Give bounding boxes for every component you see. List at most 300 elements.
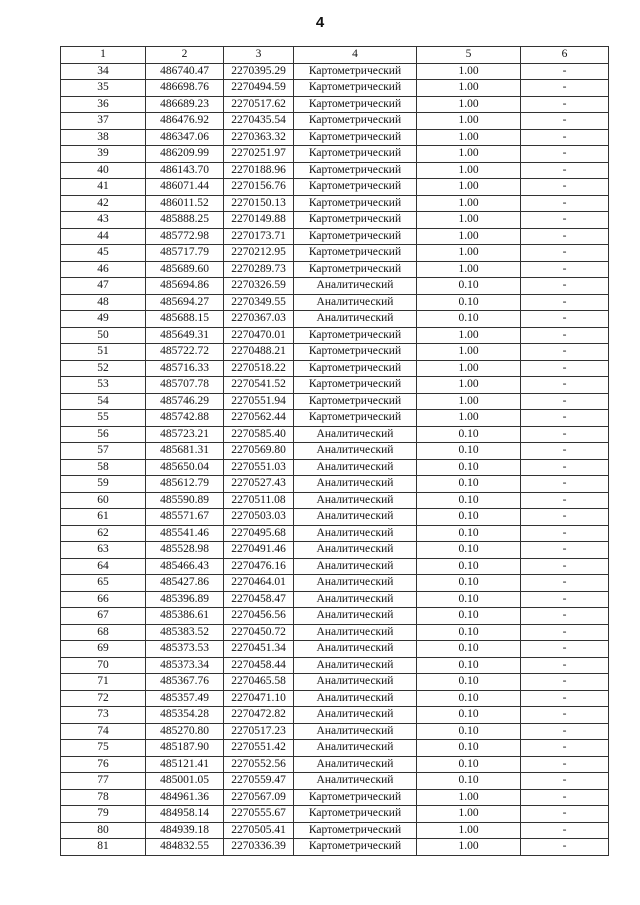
note-cell: - [521, 674, 609, 691]
method-cell: Аналитический [294, 674, 417, 691]
accuracy-cell: 1.00 [417, 245, 521, 262]
x-coordinate-cell: 485717.79 [146, 245, 224, 262]
method-cell: Аналитический [294, 278, 417, 295]
point-number-cell: 79 [61, 806, 146, 823]
x-coordinate-cell: 485373.53 [146, 641, 224, 658]
method-cell: Картометрический [294, 113, 417, 130]
point-number-cell: 60 [61, 492, 146, 509]
table-row [61, 245, 609, 262]
y-coordinate-cell: 2270458.47 [224, 591, 294, 608]
table-row [61, 278, 609, 295]
method-cell: Картометрический [294, 261, 417, 278]
point-number-cell: 37 [61, 113, 146, 130]
accuracy-cell: 0.10 [417, 509, 521, 526]
point-number-cell: 76 [61, 756, 146, 773]
note-cell: - [521, 641, 609, 658]
y-coordinate-cell: 2270173.71 [224, 228, 294, 245]
method-cell: Аналитический [294, 608, 417, 625]
point-number-cell: 54 [61, 393, 146, 410]
table-row [61, 806, 609, 823]
accuracy-cell: 0.10 [417, 542, 521, 559]
point-number-cell: 40 [61, 162, 146, 179]
note-cell: - [521, 410, 609, 427]
method-cell: Аналитический [294, 525, 417, 542]
point-number-cell: 57 [61, 443, 146, 460]
x-coordinate-cell: 485367.76 [146, 674, 224, 691]
y-coordinate-cell: 2270517.62 [224, 96, 294, 113]
note-cell: - [521, 525, 609, 542]
accuracy-cell: 0.10 [417, 690, 521, 707]
x-coordinate-cell: 485357.49 [146, 690, 224, 707]
method-cell: Аналитический [294, 773, 417, 790]
accuracy-cell: 0.10 [417, 575, 521, 592]
accuracy-cell: 1.00 [417, 806, 521, 823]
method-cell: Аналитический [294, 542, 417, 559]
table-header-row [61, 47, 609, 64]
x-coordinate-cell: 485270.80 [146, 723, 224, 740]
x-coordinate-cell: 486689.23 [146, 96, 224, 113]
table-row [61, 575, 609, 592]
x-coordinate-cell: 485742.88 [146, 410, 224, 427]
y-coordinate-cell: 2270156.76 [224, 179, 294, 196]
column-header: 3 [224, 47, 294, 64]
note-cell: - [521, 492, 609, 509]
y-coordinate-cell: 2270567.09 [224, 789, 294, 806]
note-cell: - [521, 377, 609, 394]
point-number-cell: 77 [61, 773, 146, 790]
point-number-cell: 67 [61, 608, 146, 625]
note-cell: - [521, 426, 609, 443]
accuracy-cell: 1.00 [417, 129, 521, 146]
point-number-cell: 49 [61, 311, 146, 328]
point-number-cell: 41 [61, 179, 146, 196]
point-number-cell: 61 [61, 509, 146, 526]
note-cell: - [521, 591, 609, 608]
note-cell: - [521, 723, 609, 740]
y-coordinate-cell: 2270188.96 [224, 162, 294, 179]
x-coordinate-cell: 485396.89 [146, 591, 224, 608]
method-cell: Аналитический [294, 707, 417, 724]
method-cell: Картометрический [294, 96, 417, 113]
accuracy-cell: 0.10 [417, 756, 521, 773]
note-cell: - [521, 278, 609, 295]
x-coordinate-cell: 485187.90 [146, 740, 224, 757]
table-row [61, 641, 609, 658]
point-number-cell: 38 [61, 129, 146, 146]
accuracy-cell: 0.10 [417, 558, 521, 575]
accuracy-cell: 0.10 [417, 294, 521, 311]
accuracy-cell: 1.00 [417, 96, 521, 113]
x-coordinate-cell: 485694.27 [146, 294, 224, 311]
method-cell: Аналитический [294, 756, 417, 773]
method-cell: Картометрический [294, 162, 417, 179]
table-row [61, 690, 609, 707]
note-cell: - [521, 344, 609, 361]
y-coordinate-cell: 2270336.39 [224, 839, 294, 856]
y-coordinate-cell: 2270472.82 [224, 707, 294, 724]
method-cell: Картометрический [294, 146, 417, 163]
y-coordinate-cell: 2270494.59 [224, 80, 294, 97]
y-coordinate-cell: 2270551.42 [224, 740, 294, 757]
x-coordinate-cell: 485466.43 [146, 558, 224, 575]
x-coordinate-cell: 485373.34 [146, 657, 224, 674]
method-cell: Аналитический [294, 723, 417, 740]
accuracy-cell: 0.10 [417, 426, 521, 443]
table-row [61, 360, 609, 377]
point-number-cell: 47 [61, 278, 146, 295]
column-header: 5 [417, 47, 521, 64]
note-cell: - [521, 657, 609, 674]
note-cell: - [521, 575, 609, 592]
y-coordinate-cell: 2270450.72 [224, 624, 294, 641]
table-row [61, 377, 609, 394]
y-coordinate-cell: 2270488.21 [224, 344, 294, 361]
note-cell: - [521, 756, 609, 773]
method-cell: Аналитический [294, 740, 417, 757]
note-cell: - [521, 690, 609, 707]
method-cell: Аналитический [294, 476, 417, 493]
point-number-cell: 35 [61, 80, 146, 97]
column-header: 4 [294, 47, 417, 64]
note-cell: - [521, 360, 609, 377]
point-number-cell: 56 [61, 426, 146, 443]
table-row [61, 822, 609, 839]
x-coordinate-cell: 485707.78 [146, 377, 224, 394]
method-cell: Аналитический [294, 443, 417, 460]
table-row [61, 756, 609, 773]
y-coordinate-cell: 2270503.03 [224, 509, 294, 526]
table-row [61, 129, 609, 146]
point-number-cell: 44 [61, 228, 146, 245]
method-cell: Картометрический [294, 410, 417, 427]
point-number-cell: 51 [61, 344, 146, 361]
note-cell: - [521, 195, 609, 212]
point-number-cell: 45 [61, 245, 146, 262]
x-coordinate-cell: 486071.44 [146, 179, 224, 196]
y-coordinate-cell: 2270150.13 [224, 195, 294, 212]
point-number-cell: 63 [61, 542, 146, 559]
y-coordinate-cell: 2270552.56 [224, 756, 294, 773]
x-coordinate-cell: 486740.47 [146, 63, 224, 80]
point-number-cell: 64 [61, 558, 146, 575]
method-cell: Картометрический [294, 360, 417, 377]
point-number-cell: 78 [61, 789, 146, 806]
accuracy-cell: 0.10 [417, 459, 521, 476]
accuracy-cell: 1.00 [417, 212, 521, 229]
accuracy-cell: 1.00 [417, 179, 521, 196]
note-cell: - [521, 327, 609, 344]
y-coordinate-cell: 2270465.58 [224, 674, 294, 691]
y-coordinate-cell: 2270251.97 [224, 146, 294, 163]
y-coordinate-cell: 2270511.08 [224, 492, 294, 509]
accuracy-cell: 1.00 [417, 377, 521, 394]
x-coordinate-cell: 485354.28 [146, 707, 224, 724]
method-cell: Аналитический [294, 311, 417, 328]
accuracy-cell: 1.00 [417, 822, 521, 839]
table-row [61, 740, 609, 757]
point-number-cell: 80 [61, 822, 146, 839]
method-cell: Картометрический [294, 393, 417, 410]
accuracy-cell: 0.10 [417, 492, 521, 509]
note-cell: - [521, 212, 609, 229]
note-cell: - [521, 509, 609, 526]
y-coordinate-cell: 2270363.32 [224, 129, 294, 146]
note-cell: - [521, 80, 609, 97]
method-cell: Картометрический [294, 806, 417, 823]
point-number-cell: 48 [61, 294, 146, 311]
x-coordinate-cell: 484939.18 [146, 822, 224, 839]
method-cell: Аналитический [294, 294, 417, 311]
x-coordinate-cell: 485722.72 [146, 344, 224, 361]
accuracy-cell: 0.10 [417, 740, 521, 757]
note-cell: - [521, 542, 609, 559]
table-row [61, 525, 609, 542]
accuracy-cell: 0.10 [417, 657, 521, 674]
table-row [61, 674, 609, 691]
x-coordinate-cell: 485541.46 [146, 525, 224, 542]
x-coordinate-cell: 485612.79 [146, 476, 224, 493]
accuracy-cell: 1.00 [417, 789, 521, 806]
accuracy-cell: 0.10 [417, 773, 521, 790]
point-number-cell: 81 [61, 839, 146, 856]
method-cell: Аналитический [294, 641, 417, 658]
table-row [61, 558, 609, 575]
table-row [61, 707, 609, 724]
table-row [61, 393, 609, 410]
x-coordinate-cell: 486143.70 [146, 162, 224, 179]
x-coordinate-cell: 485681.31 [146, 443, 224, 460]
accuracy-cell: 1.00 [417, 228, 521, 245]
y-coordinate-cell: 2270491.46 [224, 542, 294, 559]
point-number-cell: 53 [61, 377, 146, 394]
y-coordinate-cell: 2270456.56 [224, 608, 294, 625]
method-cell: Аналитический [294, 426, 417, 443]
method-cell: Аналитический [294, 575, 417, 592]
x-coordinate-cell: 484961.36 [146, 789, 224, 806]
table-row [61, 459, 609, 476]
x-coordinate-cell: 486698.76 [146, 80, 224, 97]
method-cell: Аналитический [294, 624, 417, 641]
method-cell: Картометрический [294, 839, 417, 856]
point-number-cell: 70 [61, 657, 146, 674]
y-coordinate-cell: 2270395.29 [224, 63, 294, 80]
note-cell: - [521, 789, 609, 806]
table-row [61, 426, 609, 443]
x-coordinate-cell: 485528.98 [146, 542, 224, 559]
accuracy-cell: 1.00 [417, 63, 521, 80]
x-coordinate-cell: 485772.98 [146, 228, 224, 245]
x-coordinate-cell: 486011.52 [146, 195, 224, 212]
column-header: 1 [61, 47, 146, 64]
point-number-cell: 52 [61, 360, 146, 377]
y-coordinate-cell: 2270471.10 [224, 690, 294, 707]
table-row [61, 624, 609, 641]
table-row [61, 294, 609, 311]
y-coordinate-cell: 2270367.03 [224, 311, 294, 328]
table-row [61, 773, 609, 790]
note-cell: - [521, 624, 609, 641]
accuracy-cell: 0.10 [417, 278, 521, 295]
note-cell: - [521, 96, 609, 113]
point-number-cell: 74 [61, 723, 146, 740]
method-cell: Аналитический [294, 492, 417, 509]
method-cell: Картометрический [294, 63, 417, 80]
table-row [61, 162, 609, 179]
table-row [61, 657, 609, 674]
y-coordinate-cell: 2270495.68 [224, 525, 294, 542]
x-coordinate-cell: 485649.31 [146, 327, 224, 344]
y-coordinate-cell: 2270527.43 [224, 476, 294, 493]
x-coordinate-cell: 485716.33 [146, 360, 224, 377]
table-row [61, 212, 609, 229]
x-coordinate-cell: 485694.86 [146, 278, 224, 295]
x-coordinate-cell: 484958.14 [146, 806, 224, 823]
accuracy-cell: 1.00 [417, 839, 521, 856]
method-cell: Картометрический [294, 80, 417, 97]
accuracy-cell: 0.10 [417, 707, 521, 724]
y-coordinate-cell: 2270349.55 [224, 294, 294, 311]
y-coordinate-cell: 2270212.95 [224, 245, 294, 262]
y-coordinate-cell: 2270551.03 [224, 459, 294, 476]
point-number-cell: 42 [61, 195, 146, 212]
accuracy-cell: 0.10 [417, 674, 521, 691]
note-cell: - [521, 839, 609, 856]
y-coordinate-cell: 2270555.67 [224, 806, 294, 823]
note-cell: - [521, 740, 609, 757]
table-row [61, 311, 609, 328]
x-coordinate-cell: 486209.99 [146, 146, 224, 163]
y-coordinate-cell: 2270470.01 [224, 327, 294, 344]
accuracy-cell: 0.10 [417, 723, 521, 740]
method-cell: Картометрический [294, 789, 417, 806]
method-cell: Аналитический [294, 459, 417, 476]
accuracy-cell: 1.00 [417, 113, 521, 130]
point-number-cell: 65 [61, 575, 146, 592]
method-cell: Аналитический [294, 591, 417, 608]
point-number-cell: 55 [61, 410, 146, 427]
accuracy-cell: 1.00 [417, 162, 521, 179]
method-cell: Аналитический [294, 509, 417, 526]
note-cell: - [521, 294, 609, 311]
accuracy-cell: 1.00 [417, 327, 521, 344]
point-number-cell: 43 [61, 212, 146, 229]
method-cell: Картометрический [294, 195, 417, 212]
table-row [61, 509, 609, 526]
y-coordinate-cell: 2270585.40 [224, 426, 294, 443]
y-coordinate-cell: 2270451.34 [224, 641, 294, 658]
note-cell: - [521, 608, 609, 625]
point-number-cell: 71 [61, 674, 146, 691]
x-coordinate-cell: 486476.92 [146, 113, 224, 130]
note-cell: - [521, 822, 609, 839]
point-number-cell: 36 [61, 96, 146, 113]
table-row [61, 195, 609, 212]
note-cell: - [521, 707, 609, 724]
point-number-cell: 62 [61, 525, 146, 542]
coordinates-table [60, 46, 609, 856]
x-coordinate-cell: 485383.52 [146, 624, 224, 641]
note-cell: - [521, 146, 609, 163]
table-row [61, 723, 609, 740]
table-row [61, 80, 609, 97]
y-coordinate-cell: 2270562.44 [224, 410, 294, 427]
point-number-cell: 72 [61, 690, 146, 707]
note-cell: - [521, 459, 609, 476]
method-cell: Аналитический [294, 690, 417, 707]
x-coordinate-cell: 485571.67 [146, 509, 224, 526]
point-number-cell: 46 [61, 261, 146, 278]
y-coordinate-cell: 2270435.54 [224, 113, 294, 130]
y-coordinate-cell: 2270518.22 [224, 360, 294, 377]
table-row [61, 146, 609, 163]
note-cell: - [521, 129, 609, 146]
table-row [61, 410, 609, 427]
x-coordinate-cell: 485590.89 [146, 492, 224, 509]
note-cell: - [521, 179, 609, 196]
accuracy-cell: 0.10 [417, 311, 521, 328]
note-cell: - [521, 113, 609, 130]
table-row [61, 113, 609, 130]
accuracy-cell: 1.00 [417, 195, 521, 212]
accuracy-cell: 0.10 [417, 476, 521, 493]
note-cell: - [521, 773, 609, 790]
x-coordinate-cell: 485689.60 [146, 261, 224, 278]
x-coordinate-cell: 485001.05 [146, 773, 224, 790]
table-row [61, 63, 609, 80]
note-cell: - [521, 443, 609, 460]
column-header: 6 [521, 47, 609, 64]
table-row [61, 542, 609, 559]
table-row [61, 261, 609, 278]
y-coordinate-cell: 2270458.44 [224, 657, 294, 674]
y-coordinate-cell: 2270559.47 [224, 773, 294, 790]
point-number-cell: 58 [61, 459, 146, 476]
table-row [61, 96, 609, 113]
accuracy-cell: 1.00 [417, 80, 521, 97]
method-cell: Картометрический [294, 179, 417, 196]
y-coordinate-cell: 2270464.01 [224, 575, 294, 592]
y-coordinate-cell: 2270476.16 [224, 558, 294, 575]
x-coordinate-cell: 485888.25 [146, 212, 224, 229]
y-coordinate-cell: 2270505.41 [224, 822, 294, 839]
accuracy-cell: 0.10 [417, 443, 521, 460]
method-cell: Картометрический [294, 245, 417, 262]
table-row [61, 344, 609, 361]
point-number-cell: 34 [61, 63, 146, 80]
table-row [61, 443, 609, 460]
method-cell: Аналитический [294, 558, 417, 575]
accuracy-cell: 1.00 [417, 410, 521, 427]
table-body [61, 63, 609, 855]
y-coordinate-cell: 2270551.94 [224, 393, 294, 410]
y-coordinate-cell: 2270569.80 [224, 443, 294, 460]
y-coordinate-cell: 2270541.52 [224, 377, 294, 394]
note-cell: - [521, 558, 609, 575]
method-cell: Картометрический [294, 377, 417, 394]
x-coordinate-cell: 485650.04 [146, 459, 224, 476]
point-number-cell: 68 [61, 624, 146, 641]
accuracy-cell: 0.10 [417, 608, 521, 625]
point-number-cell: 73 [61, 707, 146, 724]
x-coordinate-cell: 485427.86 [146, 575, 224, 592]
point-number-cell: 69 [61, 641, 146, 658]
x-coordinate-cell: 485723.21 [146, 426, 224, 443]
note-cell: - [521, 261, 609, 278]
method-cell: Аналитический [294, 657, 417, 674]
y-coordinate-cell: 2270149.88 [224, 212, 294, 229]
x-coordinate-cell: 484832.55 [146, 839, 224, 856]
x-coordinate-cell: 485121.41 [146, 756, 224, 773]
